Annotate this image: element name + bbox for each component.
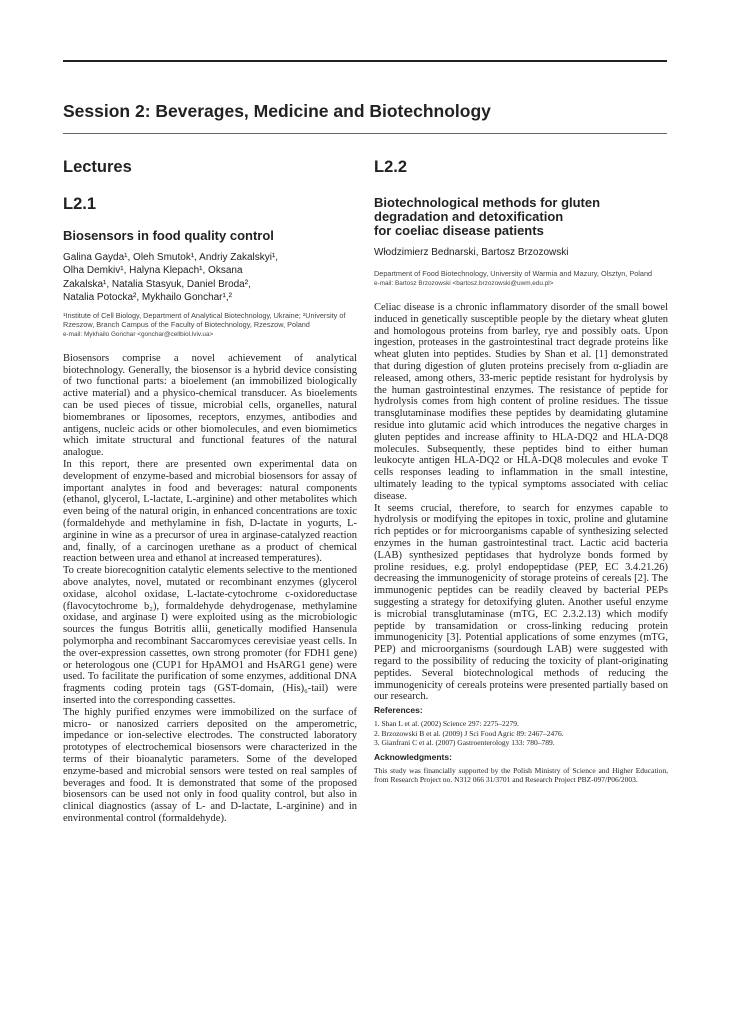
reference-item: 1. Shan L et al. (2002) Science 297: 2275–2279. xyxy=(374,719,519,729)
abstract-title xyxy=(374,196,668,238)
acknowledgments-text: This study was financially supported by the Polish Ministry of Science and Higher Education, from Research Project no. N312 066 31/3701 and Research Project PBZ-097/P06/2003. xyxy=(374,765,668,785)
email-contact: e-mail: Bartosz Brzozowski <bartosz.brzozowski@uwm.edu.pl> xyxy=(374,280,554,287)
abstract-title: Biosensors in food quality control xyxy=(63,228,274,243)
right-column xyxy=(374,156,668,785)
session-title: Session 2: Beverages, Medicine and Biotechnology xyxy=(63,101,491,121)
abstract-body xyxy=(374,302,668,703)
paragraph: Biosensors comprise a novel achievement of analytical biotechnology. Generally, the biosensor is a hybrid device consisting of two functional parts: a bioelement (an immobilized biologically active material) and a physico-chemical transducer. As bioelements can be used pieces of tissue, microbial cells, organelles, natural biomembranes or liposomes, receptors, enzymes, antibodies and antigens, nucleic acids or other biomolecules, and even biomimetics which imitate structural and functional features of the natural analogue. xyxy=(63,352,357,459)
paragraph: It seems crucial, therefore, to search for enzymes capable to hydrolysis or modifying the epitopes in toxic, proline and glutamine rich peptides or for microorganisms capable of synthesizing selected enzymes in the human gastrointestinal tract. Lactic acid bacteria (LAB) synthesized peptidases that hydrolyze bonds formed by proline residues, e.g. prolyl endopeptidase (PEP, EC 3.4.21.26) decreasing the immunogenicity of storage proteins of cereals [2]. The immunogenic peptides can be readily cleaved by bacterial PEPs suggesting a strategy for detoxifying gluten. Another useful enzyme is microbial transglutaminase (mTG, EC 2.3.2.13) which modify peptide by transamidation or cross-linking reducing protein immunogenicity [3]. Potential applications of some enzymes (mTG, PEP) and microorganisms (sourdough LAB) were suggested with regard to the possibility of reducing the toxicity of plant-originating peptides. Several biotechnological methods of reducing the immunogenicity of cereals proteins were presented partially based on our research. xyxy=(374,502,668,703)
references-list xyxy=(374,719,668,748)
title-line: Biotechnological methods for gluten xyxy=(374,195,601,210)
paragraph: To create biorecognition catalytic elements selective to the mentioned above analytes, novel, mutated or recombinant enzymes (glycerol oxidase, alcohol oxidase, L-lactate-cytochrome c-oxidoreductase (flavocytochrome b₂), formaldehyde dehydrogenase, methylamine oxidase, and arginase I) were exploited using as the microbiologic sources the fungus Botritis allii, genetically modified Hansenula polymorpha and recombinant Saccaromyces cerevisiae yeast cells. In the over-expression cassettes, own strong promoter (for FDH1 gene) or heterologous one (CUP1 for HpAMO1 and HsARG1 gene) were used. To facilitate the purification of some enzymes, additional DNA fragments coding protein tags (GST-domain, (His)₆-tail) were inserted into the corresponding cassettes. xyxy=(63,565,357,706)
authors-line: Olha Demkiv¹, Halyna Klepach¹, Oksana xyxy=(63,265,243,277)
reference-item: 2. Brzozowski B et al. (2009) J Sci Food Agric 89: 2467–2476. xyxy=(374,728,564,738)
references-heading: References: xyxy=(374,705,423,716)
top-rule xyxy=(63,60,667,62)
title-line: degradation and detoxification xyxy=(374,209,564,224)
authors-line: Natalia Potocka², Mykhailo Gonchar¹,² xyxy=(63,292,232,304)
title-line: for coeliac disease patients xyxy=(374,223,544,238)
affiliation: Department of Food Biotechnology, University of Warmia and Mazury, Olsztyn, Poland xyxy=(374,269,653,279)
left-column xyxy=(63,156,357,825)
abstract-code: L2.2 xyxy=(374,158,408,176)
paragraph: In this report, there are presented own experimental data on development of enzyme-based and microbial biosensors for assay of important analytes in food and beverages: natural components (ethanol, glycerol, L-lactate, L-arginine) and other metabolites which even being of the natural origin, in enhanced concentrations are toxic (formaldehyde and methylamine in fish, D-lactate in yogurts, L-arginine in wine as a precursor of urea in arginase-catalyzed reaction and, finally, of a carcinogen urethane as a product of chemical reaction between urea and ethanol at increased temperatures). xyxy=(63,458,357,565)
session-rule xyxy=(63,133,667,134)
authors-line: Galina Gayda¹, Oleh Smutok¹, Andriy Zakalskyi¹, xyxy=(63,252,279,263)
authors xyxy=(63,251,357,305)
email-contact: e-mail: Mykhailo Gonchar <gonchar@cellbiol.lviv.ua> xyxy=(63,330,214,338)
paragraph: Celiac disease is a chronic inflammatory disorder of the small bowel induced in genetically susceptible people by the dietary wheat gluten and homologous proteins from barley, rye and possibly oats. Upon ingestion, proteases in the gastrointestinal tract degrade proteins like wheat gluten into peptides. Studies by Shan et al. [1] demonstrated that during digestion of gluten proteins precisely from α-gliadin are released, among others, 33-meric peptide resistant for hydrolysis by the human gastrointestinal enzymes. The resistance of peptide for hydrolysis comes from high content of proline residues. The tissue transglutaminase modifies these peptides by deamidating glutamine residue into glutamic acid which introduces the negative charges in gluten peptides and increase affinity to HLA-DQ2 and HLA-DQ8 molecules. Subsequently, these peptides bind to either human leukocyte antigen HLA-DQ2 or HLA-DQ8 molecules and evoke T cells responses leading to inflammation in the small intestine, ultimately leading to the typical symptoms associated with celiac disease. xyxy=(374,302,668,502)
affiliation: ¹Institute of Cell Biology, Department of Analytical Biotechnology, Ukraine; ²University of Rzeszow, Branch Campus of the Faculty of Biotechnology, Rzeszow, Poland xyxy=(63,310,346,330)
abstract-body xyxy=(63,353,357,825)
authors: Włodzimierz Bednarski, Bartosz Brzozowski xyxy=(374,247,569,258)
paragraph: The highly purified enzymes were immobilized on the surface of micro- or nanosized carriers deposited on the amperometric, impedance or ion-selective electrodes. The constructed laboratory prototypes of electrochemical biosensors were characterized in the terms of their bioanalytic parameters. Some of the developed enzyme-based and microbial sensors were tested on real samples of beverages and food. It is demonstrated that some of the proposed biosensors can be used not only in food quality control, but also in clinical diagnostics (assay of L- and D-lactate, L-arginine) and in environmental control (formaldehyde). xyxy=(63,706,357,824)
reference-item: 3. Gianfrani C et al. (2007) Gastroenterology 133: 780–789. xyxy=(374,738,555,748)
abstract-code: L2.1 xyxy=(63,195,97,213)
acknowledgments-heading: Acknowledgments: xyxy=(374,751,452,762)
section-heading: Lectures xyxy=(63,158,132,176)
authors-line: Zakalska¹, Natalia Stasyuk, Daniel Broda², xyxy=(63,278,251,290)
